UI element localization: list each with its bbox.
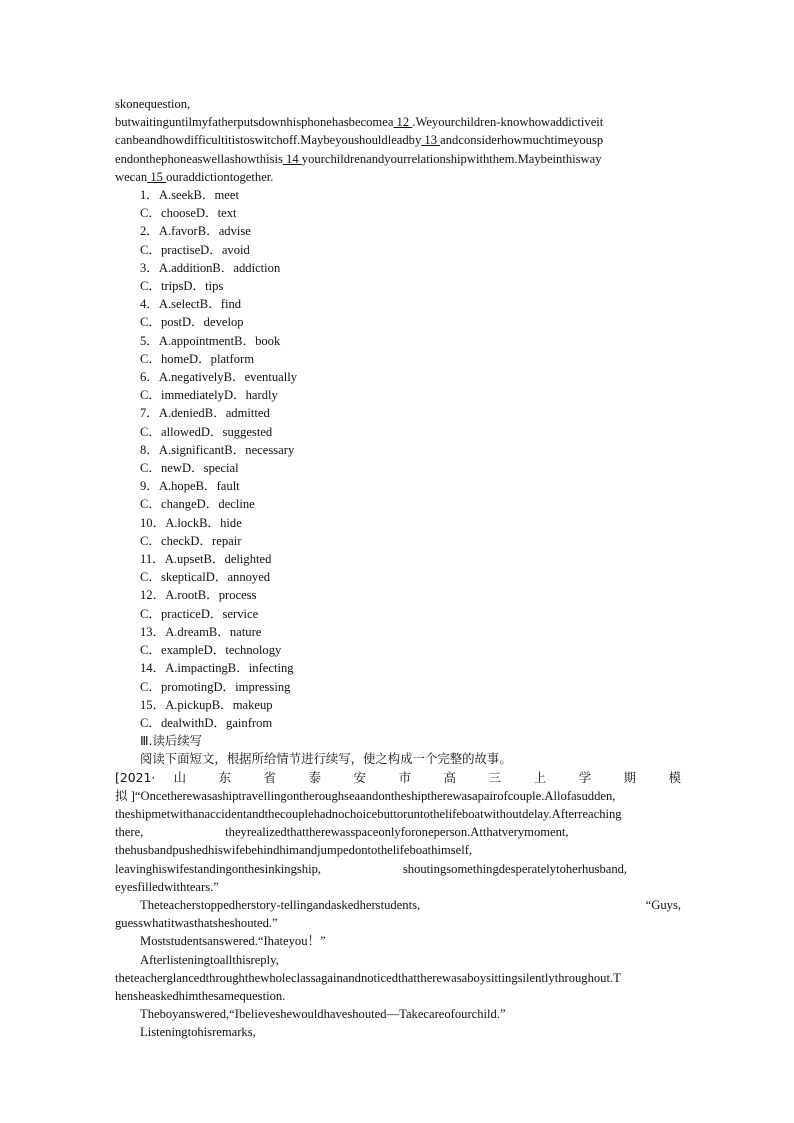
story-line: thehusbandpushedhiswifebehindhimandjumpedontothelifeboathimself, xyxy=(115,843,473,858)
passage-text: wecan xyxy=(115,169,148,184)
passage-text: yourchildrenandyourrelationshipwiththem.Maybeinthisway xyxy=(301,151,602,166)
blank-13: 13 xyxy=(421,133,441,148)
option-line: C．exampleD．technology xyxy=(140,643,282,658)
story-line: Afterlisteningtoallthisreply, xyxy=(140,952,279,967)
option-line: C．postD．develop xyxy=(140,315,244,330)
blank-15: 15 xyxy=(147,169,167,184)
option-line: C．changeD．decline xyxy=(140,497,255,512)
section-heading: Ⅲ.读后续写 xyxy=(140,733,203,749)
option-line: C．practiceD．service xyxy=(140,606,259,621)
source-line: [2021· 山 东 省 泰 安 市 高 三 上 学 期 模 xyxy=(115,769,681,785)
document-body xyxy=(115,95,681,1042)
option-line: 7．A.deniedB．admitted xyxy=(140,406,270,421)
option-line: 9．A.hopeB．fault xyxy=(140,479,240,494)
passage-line xyxy=(115,113,681,131)
option-line: C．checkD．repair xyxy=(140,533,242,548)
option-line: 14．A.impactingB．infecting xyxy=(140,661,294,676)
option-line: C．promotingD．impressing xyxy=(140,679,291,694)
option-line: C．allowedD．suggested xyxy=(140,424,273,439)
option-line: C．chooseD．text xyxy=(140,206,237,221)
story-line: Moststudentsanswered.“Ihateyou！” xyxy=(140,934,326,949)
option-line: 4．A.selectB．find xyxy=(140,297,242,312)
story-text: “Guys, xyxy=(645,897,681,912)
story-line: hensheaskedhimthesamequestion. xyxy=(115,988,286,1003)
passage-line xyxy=(115,131,681,149)
story-line xyxy=(115,896,681,914)
passage-text: andconsiderhowmuchtimeyousp xyxy=(440,133,604,148)
passage-text: canbeandhowdifficultitistoswitchoff.Maybeyoushouldleadby xyxy=(115,133,422,148)
passage-line: skonequestion, xyxy=(115,97,191,111)
passage-text: endonthephoneaswellashowthisis xyxy=(115,151,283,166)
passage-line xyxy=(115,168,681,186)
option-line: 5．A.appointmentB．book xyxy=(140,333,281,348)
option-line: 8．A.significantB．necessary xyxy=(140,442,295,457)
option-line: C．skepticalD．annoyed xyxy=(140,570,271,585)
option-line: C．newD．special xyxy=(140,461,239,476)
story-line: theshipmetwithanaccidentandthecouplehadnochoicebuttoruntothelifeboatwithoutdelay.Afterreaching xyxy=(115,806,622,821)
option-line: C．immediatelyD．hardly xyxy=(140,388,278,403)
option-line: 15．A.pickupB．makeup xyxy=(140,697,273,712)
option-line: C．dealwithD．gainfrom xyxy=(140,715,273,730)
option-line: 12．A.rootB．process xyxy=(140,588,257,603)
blank-12: 12 xyxy=(393,115,413,130)
section-instruction: 阅读下面短文，根据所给情节进行续写，使之构成一个完整的故事。 xyxy=(140,751,512,767)
passage-text: ouraddictiontogether. xyxy=(166,169,274,184)
option-line: 3．A.additionB．addiction xyxy=(140,260,281,275)
passage-text: butwaitinguntilmyfatherputsdownhisphonehasbecomea xyxy=(115,115,394,130)
option-line: C．homeD．platform xyxy=(140,351,255,366)
story-line: eyesfilledwithtears.” xyxy=(115,879,219,894)
passage-line xyxy=(115,150,681,168)
story-text: Theteacherstoppedherstory-tellingandaskedherstudents, xyxy=(140,897,421,912)
story-line: guesswhatitwasthatsheshouted.” xyxy=(115,916,278,931)
blank-14: 14 xyxy=(282,151,302,166)
option-line: 6．A.negativelyB．eventually xyxy=(140,370,298,385)
option-line: C．tripsD．tips xyxy=(140,279,224,294)
story-line: there, theyrealizedthattherewasspaceonlyforoneperson.Atthatverymoment, xyxy=(115,825,569,840)
option-line: 10．A.lockB．hide xyxy=(140,515,242,530)
story-line: leavinghiswifestandingonthesinkingship, shoutingsomethingdesperatelytoherhusband, xyxy=(115,861,628,876)
option-line: 13．A.dreamB．nature xyxy=(140,624,262,639)
passage-text: .Weyourchildren-knowhowaddictiveit xyxy=(412,115,604,130)
story-line: Theboyanswered,“Ibelieveshewouldhaveshouted—Takecareofourchild.” xyxy=(140,1007,506,1022)
option-line: 2．A.favorB．advise xyxy=(140,224,251,239)
option-line: 11．A.upsetB．delighted xyxy=(140,552,272,567)
story-line: theteacherglancedthroughthewholeclassagainandnoticedthattherewasaboysittingsilentlythroughout.T xyxy=(115,970,621,985)
story-line: 拟 ]“Oncetherewasashiptravellingontheroughseaandontheshiptherewasapairofcouple.Allofasudden, xyxy=(115,788,616,803)
option-line: 1．A.seekB．meet xyxy=(140,188,239,203)
option-line: C．practiseD．avoid xyxy=(140,242,250,257)
story-line: Listeningtohisremarks, xyxy=(140,1025,256,1040)
